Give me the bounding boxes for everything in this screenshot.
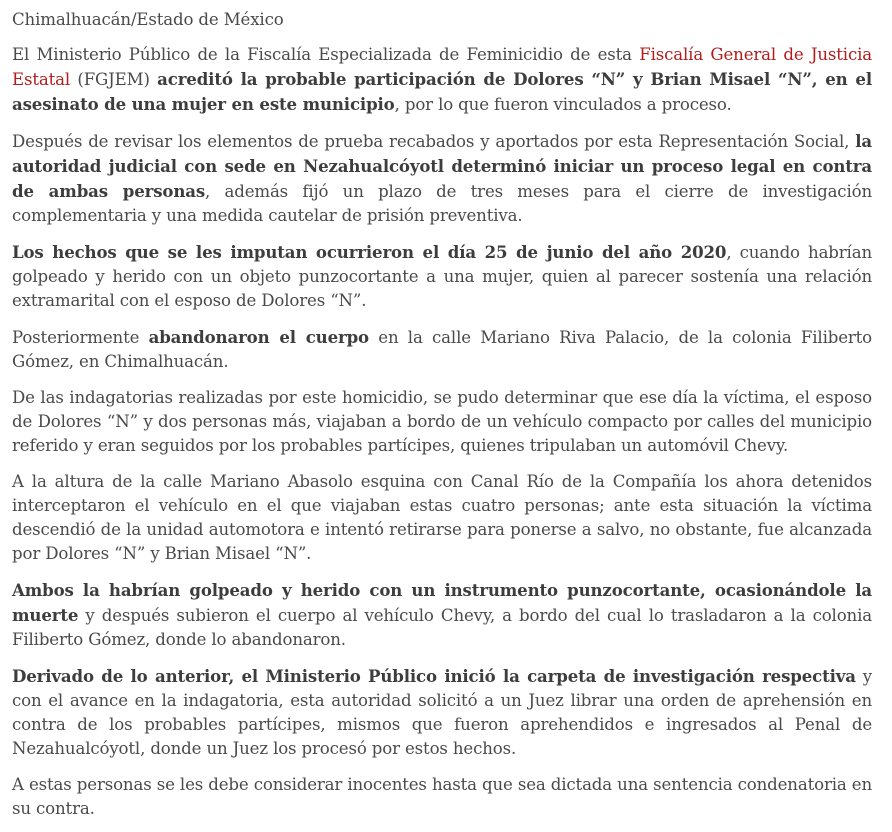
- paragraph-5-text-1: De las indagatorias realizadas por este homicidio, se pudo determinar que ese día la víctima, el esposo de Dolores “N” y dos personas más, viajaban a bordo de un vehículo compacto por calles del municipio referido y eran seguidos por los probables partícipes, quienes tripulaban un automóvil Chevy.: [12, 388, 872, 455]
- paragraph-2-bold-1: la autoridad judicial con sede en Nezahualcóyotl determinó iniciar un proceso legal en contra de ambas personas: [12, 131, 872, 201]
- paragraph-5: [12, 386, 872, 458]
- fgje-link[interactable]: Fiscalía General de Justicia Estatal: [12, 45, 872, 89]
- paragraph-7-bold-1: Ambos la habrían golpeado y herido con un instrumento punzocortante, ocasionándole la muerte: [12, 580, 872, 625]
- paragraph-2: [12, 129, 872, 228]
- dateline: [12, 8, 872, 32]
- paragraph-4-text-1: Posteriormente: [12, 328, 149, 347]
- paragraph-4-bold-1: abandonaron el cuerpo: [148, 327, 369, 347]
- paragraph-8-text-1: y con el avance en la indagatoria, esta autoridad solicitó a un Juez librar una orden de aprehensión en contra de los probables partícipes, mismos que fueron aprehendidos e ingresados al Penal de Nezahualcóyotl, donde un Juez los procesó por estos hechos.: [12, 667, 872, 758]
- paragraph-6-text-1: A la altura de la calle Mariano Abasolo esquina con Canal Río de la Compañía los ahora detenidos interceptaron el vehículo en el que viajaban estas cuatro personas; ante esta situación la víctima descendió de la unidad automotora e intentó retirarse para ponerse a salvo, no obstante, fue alcanzada por Dolores “N” y Brian Misael “N”.: [12, 472, 872, 563]
- paragraph-1-bold-1: acreditó la probable participación de Dolores “N” y Brian Misael “N”, en el asesinato de una mujer en este municipio: [12, 69, 872, 114]
- paragraph-1-text-1: El Ministerio Público de la Fiscalía Especializada de Feminicidio de esta: [12, 45, 640, 64]
- paragraph-7: [12, 578, 872, 652]
- paragraph-9: [12, 773, 872, 821]
- paragraph-2-text-2: , además fijó un plazo de tres meses para el cierre de investigación complementaria y una medida cautelar de prisión preventiva.: [12, 182, 872, 225]
- paragraph-1-text-3: , por lo que fueron vinculados a proceso.: [394, 95, 732, 114]
- paragraph-3-bold-1: Los hechos que se les imputan ocurrieron el día 25 de junio del año 2020: [12, 242, 727, 262]
- paragraph-8-bold-1: Derivado de lo anterior, el Ministerio Público inició la carpeta de investigación respectiva: [12, 666, 856, 686]
- paragraph-4: [12, 325, 872, 374]
- paragraph-6: [12, 470, 872, 566]
- paragraph-3: [12, 240, 872, 313]
- paragraph-9-text-1: A estas personas se les debe considerar inocentes hasta que sea dictada una sentencia condenatoria en su contra.: [12, 775, 872, 818]
- paragraph-1-text-2: (FGJEM): [70, 70, 158, 89]
- paragraph-3-text-1: , cuando habrían golpeado y herido con un objeto punzocortante a una mujer, quien al parecer sostenía una relación extramarital con el esposo de Dolores “N”.: [12, 243, 872, 310]
- paragraph-7-text-1: y después subieron el cuerpo al vehículo Chevy, a bordo del cual lo trasladaron a la colonia Filiberto Gómez, donde lo abandonaron.: [12, 606, 872, 649]
- dateline-text: Chimalhuacán/Estado de México: [12, 10, 284, 29]
- paragraph-8: [12, 664, 872, 761]
- paragraph-1: [12, 43, 872, 117]
- paragraph-2-text-1: Después de revisar los elementos de prueba recabados y aportados por esta Representación Social,: [12, 132, 856, 151]
- paragraph-4-text-2: en la calle Mariano Riva Palacio, de la colonia Filiberto Gómez, en Chimalhuacán.: [12, 328, 873, 371]
